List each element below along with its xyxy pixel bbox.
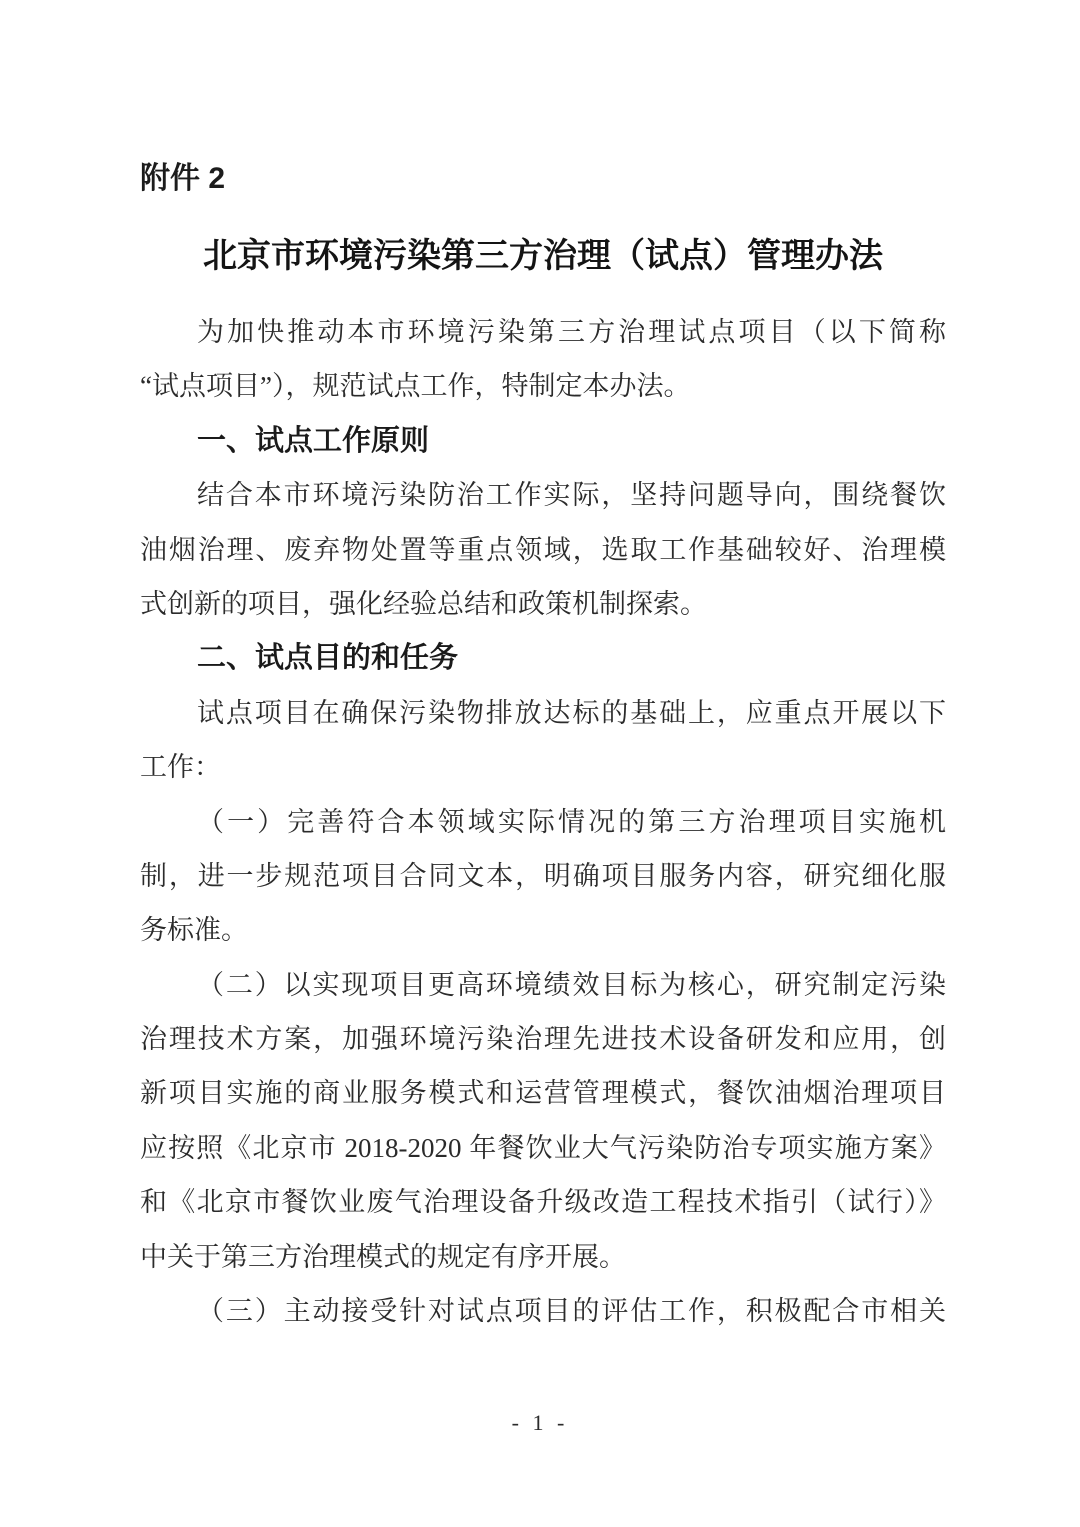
document-line: 新项目实施的商业服务模式和运营管理模式，餐饮油烟治理项目	[140, 1078, 946, 1109]
document-line: 和《北京市餐饮业废气治理设备升级改造工程技术指引（试行）》	[140, 1187, 946, 1218]
document-line: 务标准。	[140, 915, 248, 946]
document-line: （一）完善符合本领域实际情况的第三方治理项目实施机	[197, 806, 946, 837]
attachment-label: 附件 2	[140, 162, 226, 195]
document-line: （二）以实现项目更高环境绩效目标为核心，研究制定污染	[197, 969, 946, 1000]
document-line: 式创新的项目，强化经验总结和政策机制探索。	[140, 588, 707, 619]
document-line: 试点项目在确保污染物排放达标的基础上，应重点开展以下	[197, 697, 946, 728]
document-line: 工作：	[140, 752, 221, 783]
document-line: 中关于第三方治理模式的规定有序开展。	[140, 1241, 626, 1272]
document-line: “试点项目”），规范试点工作，特制定本办法。	[140, 371, 691, 402]
page-number: - 1 -	[511, 1410, 569, 1435]
document-title: 北京市环境污染第三方治理（试点）管理办法	[203, 238, 883, 275]
document-line: 应按照《北京市 2018-2020 年餐饮业大气污染防治专项实施方案》	[140, 1132, 946, 1163]
document-line: 制，进一步规范项目合同文本，明确项目服务内容，研究细化服	[140, 860, 946, 891]
document-line: 治理技术方案，加强环境污染治理先进技术设备研发和应用，创	[140, 1024, 946, 1055]
document-line: 结合本市环境污染防治工作实际，坚持问题导向，围绕餐饮	[197, 480, 946, 511]
document-line: 油烟治理、废弃物处置等重点领域，选取工作基础较好、治理模	[140, 534, 946, 565]
document-body	[140, 305, 946, 1338]
section-heading-1: 一、试点工作原则	[197, 424, 430, 457]
section-heading-2: 二、试点目的和任务	[197, 642, 459, 675]
document-line: （三）主动接受针对试点项目的评估工作，积极配合市相关	[197, 1296, 946, 1327]
document-line: 为加快推动本市环境污染第三方治理试点项目（以下简称	[197, 317, 946, 347]
